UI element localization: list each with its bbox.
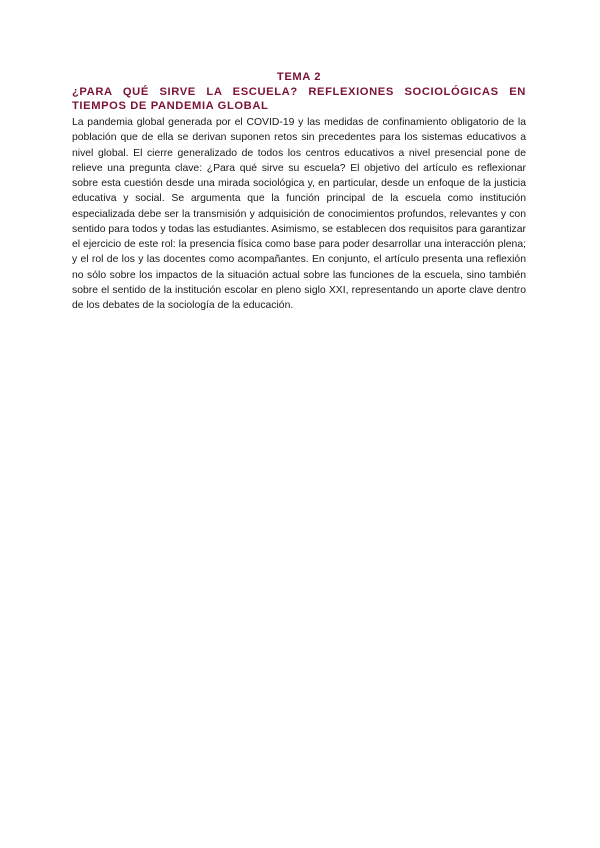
topic-heading: TEMA 2 (276, 71, 322, 83)
abstract-paragraph: La pandemia global generada por el COVID-19 y las medidas de confinamiento obligatorio de la población que de ella se derivan suponen retos sin precedentes para los sistemas educativos a nivel global. El cierre generalizado de todos los centros educativos a nivel presencial pone de relieve una pregunta clave: ¿Para qué sirve su escuela? El objetivo del artículo es reflexionar sobre esta cuestión desde una mirada sociológica y, en particular, desde un enfoque de la justicia educativa y social. Se argumenta que la función principal de la escuela como institución especializada debe ser la transmisión y adquisición de conocimientos profundos, relevantes y con sentido para todos y todas las estudiantes. Asimismo, se establecen dos requisitos para garantizar el ejercicio de este rol: la presencia física como base para poder desarrollar una interacción plena; y el rol de los y las docentes como acompañantes. En conjunto, el artículo presenta una reflexión no sólo sobre los impactos de la situación actual sobre las funciones de la escuela, sino también sobre el sentido de la institución escolar en pleno siglo XXI, representando un aporte clave dentro de los debates de la sociología de la educación. (72, 117, 526, 311)
document-content (72, 70, 526, 313)
article-title: ¿PARA QUÉ SIRVE LA ESCUELA? REFLEXIONES SOCIOLÓGICAS EN TIEMPOS DE PANDEMIA GLOBAL (72, 86, 526, 112)
